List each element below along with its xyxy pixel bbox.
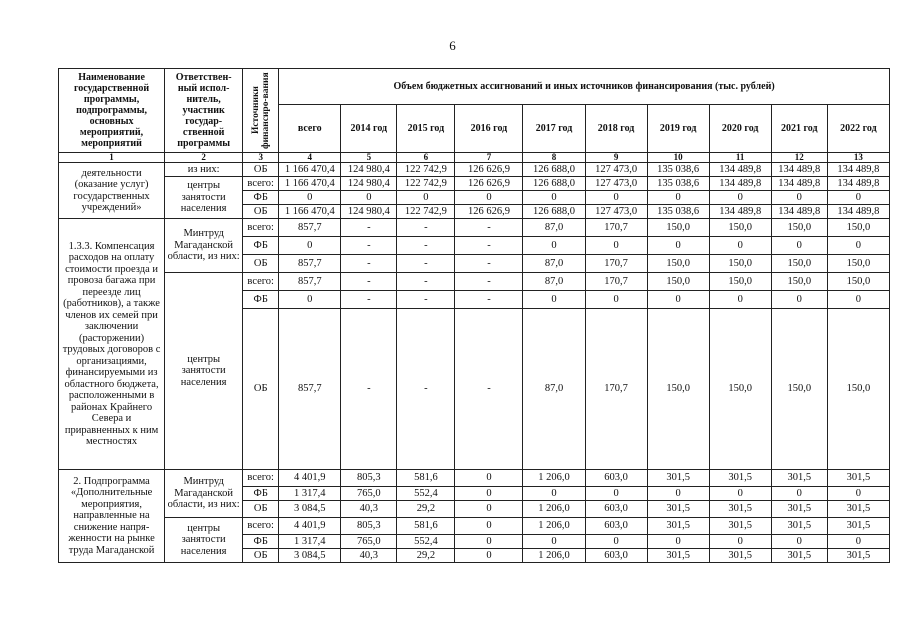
- header-funding-source-label: Источники финансиро-вания: [250, 72, 271, 149]
- column-number: 2: [165, 153, 243, 163]
- value-cell: -: [341, 291, 397, 309]
- value-cell: 134 489,8: [771, 163, 827, 177]
- value-cell: 301,5: [827, 501, 889, 518]
- value-cell: 0: [585, 237, 647, 255]
- header-year: 2020 год: [709, 105, 771, 153]
- column-number: 8: [523, 153, 585, 163]
- value-cell: 1 317,4: [279, 487, 341, 501]
- value-cell: 0: [523, 237, 585, 255]
- value-cell: 124 980,4: [341, 163, 397, 177]
- value-cell: 170,7: [585, 255, 647, 273]
- value-cell: 0: [827, 237, 889, 255]
- executor-cell: центры занятости населения: [165, 518, 243, 563]
- value-cell: 87,0: [523, 255, 585, 273]
- funding-source-cell: ФБ: [243, 291, 279, 309]
- table-row: [59, 177, 890, 191]
- value-cell: 805,3: [341, 518, 397, 535]
- value-cell: 0: [585, 191, 647, 205]
- value-cell: 3 084,5: [279, 501, 341, 518]
- header-year: 2018 год: [585, 105, 647, 153]
- value-cell: 170,7: [585, 273, 647, 291]
- value-cell: 0: [455, 191, 523, 205]
- value-cell: 0: [771, 535, 827, 549]
- value-cell: 0: [709, 191, 771, 205]
- value-cell: 127 473,0: [585, 205, 647, 219]
- value-cell: 87,0: [523, 219, 585, 237]
- value-cell: 0: [279, 291, 341, 309]
- funding-source-cell: всего:: [243, 273, 279, 291]
- header-year: 2015 год: [397, 105, 455, 153]
- value-cell: 0: [585, 291, 647, 309]
- value-cell: 1 206,0: [523, 549, 585, 563]
- value-cell: 150,0: [771, 309, 827, 470]
- value-cell: 301,5: [771, 549, 827, 563]
- value-cell: 1 166 470,4: [279, 177, 341, 191]
- value-cell: 1 206,0: [523, 501, 585, 518]
- value-cell: 301,5: [647, 518, 709, 535]
- column-number: 10: [647, 153, 709, 163]
- value-cell: 150,0: [647, 219, 709, 237]
- value-cell: 0: [455, 487, 523, 501]
- value-cell: -: [397, 219, 455, 237]
- executor-cell: центры занятости населения: [165, 177, 243, 219]
- value-cell: 0: [455, 535, 523, 549]
- value-cell: 0: [709, 487, 771, 501]
- value-cell: -: [397, 237, 455, 255]
- header-program-name: Наименование государственной программы, подпрограммы, основных мероприятий, мероприятий: [59, 69, 165, 153]
- value-cell: 0: [523, 191, 585, 205]
- value-cell: 301,5: [647, 470, 709, 487]
- table-row: [59, 219, 890, 237]
- value-cell: 3 084,5: [279, 549, 341, 563]
- value-cell: 150,0: [709, 309, 771, 470]
- value-cell: 301,5: [827, 470, 889, 487]
- value-cell: 4 401,9: [279, 470, 341, 487]
- value-cell: 581,6: [397, 470, 455, 487]
- value-cell: 150,0: [827, 309, 889, 470]
- value-cell: 134 489,8: [709, 177, 771, 191]
- value-cell: 765,0: [341, 535, 397, 549]
- value-cell: 301,5: [647, 549, 709, 563]
- value-cell: -: [455, 237, 523, 255]
- value-cell: 0: [827, 487, 889, 501]
- value-cell: 150,0: [709, 255, 771, 273]
- header-year: 2016 год: [455, 105, 523, 153]
- value-cell: 0: [523, 535, 585, 549]
- funding-source-cell: ОБ: [243, 549, 279, 563]
- column-number: 13: [827, 153, 889, 163]
- value-cell: 0: [647, 487, 709, 501]
- header-executor: Ответствен-ный испол-нитель, участник государ-ственной программы: [165, 69, 243, 153]
- value-cell: 134 489,8: [709, 163, 771, 177]
- value-cell: 0: [585, 535, 647, 549]
- value-cell: 0: [523, 291, 585, 309]
- value-cell: 0: [523, 487, 585, 501]
- value-cell: 301,5: [647, 501, 709, 518]
- funding-source-cell: ОБ: [243, 501, 279, 518]
- value-cell: -: [341, 273, 397, 291]
- value-cell: 127 473,0: [585, 163, 647, 177]
- value-cell: 150,0: [709, 219, 771, 237]
- value-cell: 134 489,8: [709, 205, 771, 219]
- value-cell: 126 626,9: [455, 163, 523, 177]
- program-name-cell: деятельности (оказание услуг) государственных учреждений»: [59, 163, 165, 219]
- column-numbers-row: [59, 153, 890, 163]
- value-cell: 0: [585, 487, 647, 501]
- value-cell: 0: [647, 291, 709, 309]
- funding-source-cell: всего:: [243, 177, 279, 191]
- value-cell: 40,3: [341, 549, 397, 563]
- value-cell: 857,7: [279, 309, 341, 470]
- value-cell: 170,7: [585, 309, 647, 470]
- column-number: 1: [59, 153, 165, 163]
- budget-table: [58, 68, 890, 563]
- value-cell: 0: [341, 191, 397, 205]
- column-number: 12: [771, 153, 827, 163]
- value-cell: 1 166 470,4: [279, 205, 341, 219]
- value-cell: 150,0: [827, 219, 889, 237]
- column-number: 6: [397, 153, 455, 163]
- value-cell: -: [455, 219, 523, 237]
- value-cell: 134 489,8: [771, 205, 827, 219]
- value-cell: 150,0: [771, 255, 827, 273]
- column-number: 11: [709, 153, 771, 163]
- value-cell: 603,0: [585, 501, 647, 518]
- value-cell: 0: [771, 291, 827, 309]
- value-cell: 0: [771, 191, 827, 205]
- value-cell: 0: [771, 237, 827, 255]
- value-cell: 857,7: [279, 255, 341, 273]
- column-number: 4: [279, 153, 341, 163]
- value-cell: 0: [709, 291, 771, 309]
- value-cell: 135 038,6: [647, 177, 709, 191]
- program-name-cell: 1.3.3. Компенсация расходов на оплату стоимости проезда и провоза багажа при переезде лиц (работников), а также членов их семей при заключении (расторжении) трудовых договоров с организациями, финансируемыми из областного бюджета, расположенными в районах Крайнего Севера и приравненных к ним местностях: [59, 219, 165, 470]
- value-cell: -: [397, 309, 455, 470]
- value-cell: 1 166 470,4: [279, 163, 341, 177]
- value-cell: 301,5: [827, 549, 889, 563]
- value-cell: 857,7: [279, 219, 341, 237]
- value-cell: 0: [397, 191, 455, 205]
- value-cell: 126 688,0: [523, 163, 585, 177]
- value-cell: 301,5: [709, 518, 771, 535]
- value-cell: 0: [647, 237, 709, 255]
- table-row: [59, 273, 890, 291]
- program-name-cell: 2. Подпрограмма «Дополнительные мероприятия, направленные на снижение напря-женности на рынке труда Магаданской: [59, 470, 165, 563]
- header-funding-source: [243, 69, 279, 153]
- funding-source-cell: всего:: [243, 219, 279, 237]
- value-cell: -: [341, 237, 397, 255]
- value-cell: 40,3: [341, 501, 397, 518]
- value-cell: 150,0: [647, 255, 709, 273]
- value-cell: 301,5: [709, 501, 771, 518]
- funding-source-cell: всего:: [243, 518, 279, 535]
- value-cell: 0: [827, 535, 889, 549]
- value-cell: 150,0: [709, 273, 771, 291]
- value-cell: -: [341, 219, 397, 237]
- funding-source-cell: ФБ: [243, 191, 279, 205]
- header-year: 2021 год: [771, 105, 827, 153]
- value-cell: 87,0: [523, 273, 585, 291]
- column-number: 5: [341, 153, 397, 163]
- value-cell: 0: [827, 191, 889, 205]
- value-cell: 122 742,9: [397, 163, 455, 177]
- value-cell: -: [341, 309, 397, 470]
- value-cell: 127 473,0: [585, 177, 647, 191]
- value-cell: 134 489,8: [827, 205, 889, 219]
- value-cell: 301,5: [827, 518, 889, 535]
- value-cell: 0: [455, 518, 523, 535]
- value-cell: 0: [771, 487, 827, 501]
- column-number: 7: [455, 153, 523, 163]
- value-cell: 603,0: [585, 470, 647, 487]
- funding-source-cell: ФБ: [243, 535, 279, 549]
- value-cell: 150,0: [647, 309, 709, 470]
- value-cell: 0: [455, 549, 523, 563]
- funding-source-cell: всего:: [243, 470, 279, 487]
- funding-source-cell: ФБ: [243, 487, 279, 501]
- value-cell: 150,0: [771, 273, 827, 291]
- page-number: 6: [449, 38, 456, 53]
- value-cell: 301,5: [709, 470, 771, 487]
- header-volume: Объем бюджетных ассигнований и иных источников финансирования (тыс. рублей): [279, 69, 890, 105]
- value-cell: 122 742,9: [397, 177, 455, 191]
- value-cell: 603,0: [585, 549, 647, 563]
- value-cell: 301,5: [771, 501, 827, 518]
- value-cell: 0: [647, 535, 709, 549]
- value-cell: 0: [647, 191, 709, 205]
- value-cell: 857,7: [279, 273, 341, 291]
- value-cell: 126 626,9: [455, 177, 523, 191]
- header-year: 2022 год: [827, 105, 889, 153]
- value-cell: 29,2: [397, 549, 455, 563]
- value-cell: 0: [455, 501, 523, 518]
- value-cell: -: [397, 255, 455, 273]
- value-cell: 135 038,6: [647, 163, 709, 177]
- value-cell: 135 038,6: [647, 205, 709, 219]
- funding-source-cell: ОБ: [243, 205, 279, 219]
- value-cell: 1 317,4: [279, 535, 341, 549]
- value-cell: 1 206,0: [523, 518, 585, 535]
- value-cell: 0: [279, 237, 341, 255]
- header-year: 2017 год: [523, 105, 585, 153]
- value-cell: 581,6: [397, 518, 455, 535]
- value-cell: 0: [709, 237, 771, 255]
- value-cell: 4 401,9: [279, 518, 341, 535]
- funding-source-cell: ФБ: [243, 237, 279, 255]
- value-cell: -: [397, 273, 455, 291]
- value-cell: 150,0: [647, 273, 709, 291]
- funding-source-cell: ОБ: [243, 309, 279, 470]
- table-row: [59, 163, 890, 177]
- value-cell: -: [341, 255, 397, 273]
- funding-source-cell: ОБ: [243, 163, 279, 177]
- value-cell: 805,3: [341, 470, 397, 487]
- value-cell: 150,0: [827, 273, 889, 291]
- value-cell: 0: [455, 470, 523, 487]
- value-cell: 134 489,8: [771, 177, 827, 191]
- value-cell: 29,2: [397, 501, 455, 518]
- value-cell: 0: [709, 535, 771, 549]
- executor-cell: из них:: [165, 163, 243, 177]
- value-cell: 301,5: [771, 470, 827, 487]
- value-cell: 124 980,4: [341, 205, 397, 219]
- value-cell: -: [397, 291, 455, 309]
- value-cell: -: [455, 291, 523, 309]
- value-cell: 0: [279, 191, 341, 205]
- table-row: [59, 470, 890, 487]
- value-cell: 301,5: [709, 549, 771, 563]
- value-cell: 765,0: [341, 487, 397, 501]
- value-cell: 0: [827, 291, 889, 309]
- value-cell: -: [455, 255, 523, 273]
- header-year: 2014 год: [341, 105, 397, 153]
- value-cell: 150,0: [771, 219, 827, 237]
- value-cell: -: [455, 309, 523, 470]
- value-cell: 122 742,9: [397, 205, 455, 219]
- value-cell: 301,5: [771, 518, 827, 535]
- executor-cell: Минтруд Магаданской области, из них:: [165, 470, 243, 518]
- value-cell: 134 489,8: [827, 177, 889, 191]
- value-cell: 126 626,9: [455, 205, 523, 219]
- value-cell: 603,0: [585, 518, 647, 535]
- value-cell: 552,4: [397, 535, 455, 549]
- executor-cell: центры занятости населения: [165, 273, 243, 470]
- column-number: 3: [243, 153, 279, 163]
- header-year: 2019 год: [647, 105, 709, 153]
- value-cell: 1 206,0: [523, 470, 585, 487]
- value-cell: 170,7: [585, 219, 647, 237]
- value-cell: 150,0: [827, 255, 889, 273]
- value-cell: 87,0: [523, 309, 585, 470]
- value-cell: 126 688,0: [523, 177, 585, 191]
- value-cell: 124 980,4: [341, 177, 397, 191]
- header-year: всего: [279, 105, 341, 153]
- executor-cell: Минтруд Магаданской области, из них:: [165, 219, 243, 273]
- table-row: [59, 518, 890, 535]
- value-cell: 126 688,0: [523, 205, 585, 219]
- column-number: 9: [585, 153, 647, 163]
- value-cell: 134 489,8: [827, 163, 889, 177]
- value-cell: -: [455, 273, 523, 291]
- funding-source-cell: ОБ: [243, 255, 279, 273]
- value-cell: 552,4: [397, 487, 455, 501]
